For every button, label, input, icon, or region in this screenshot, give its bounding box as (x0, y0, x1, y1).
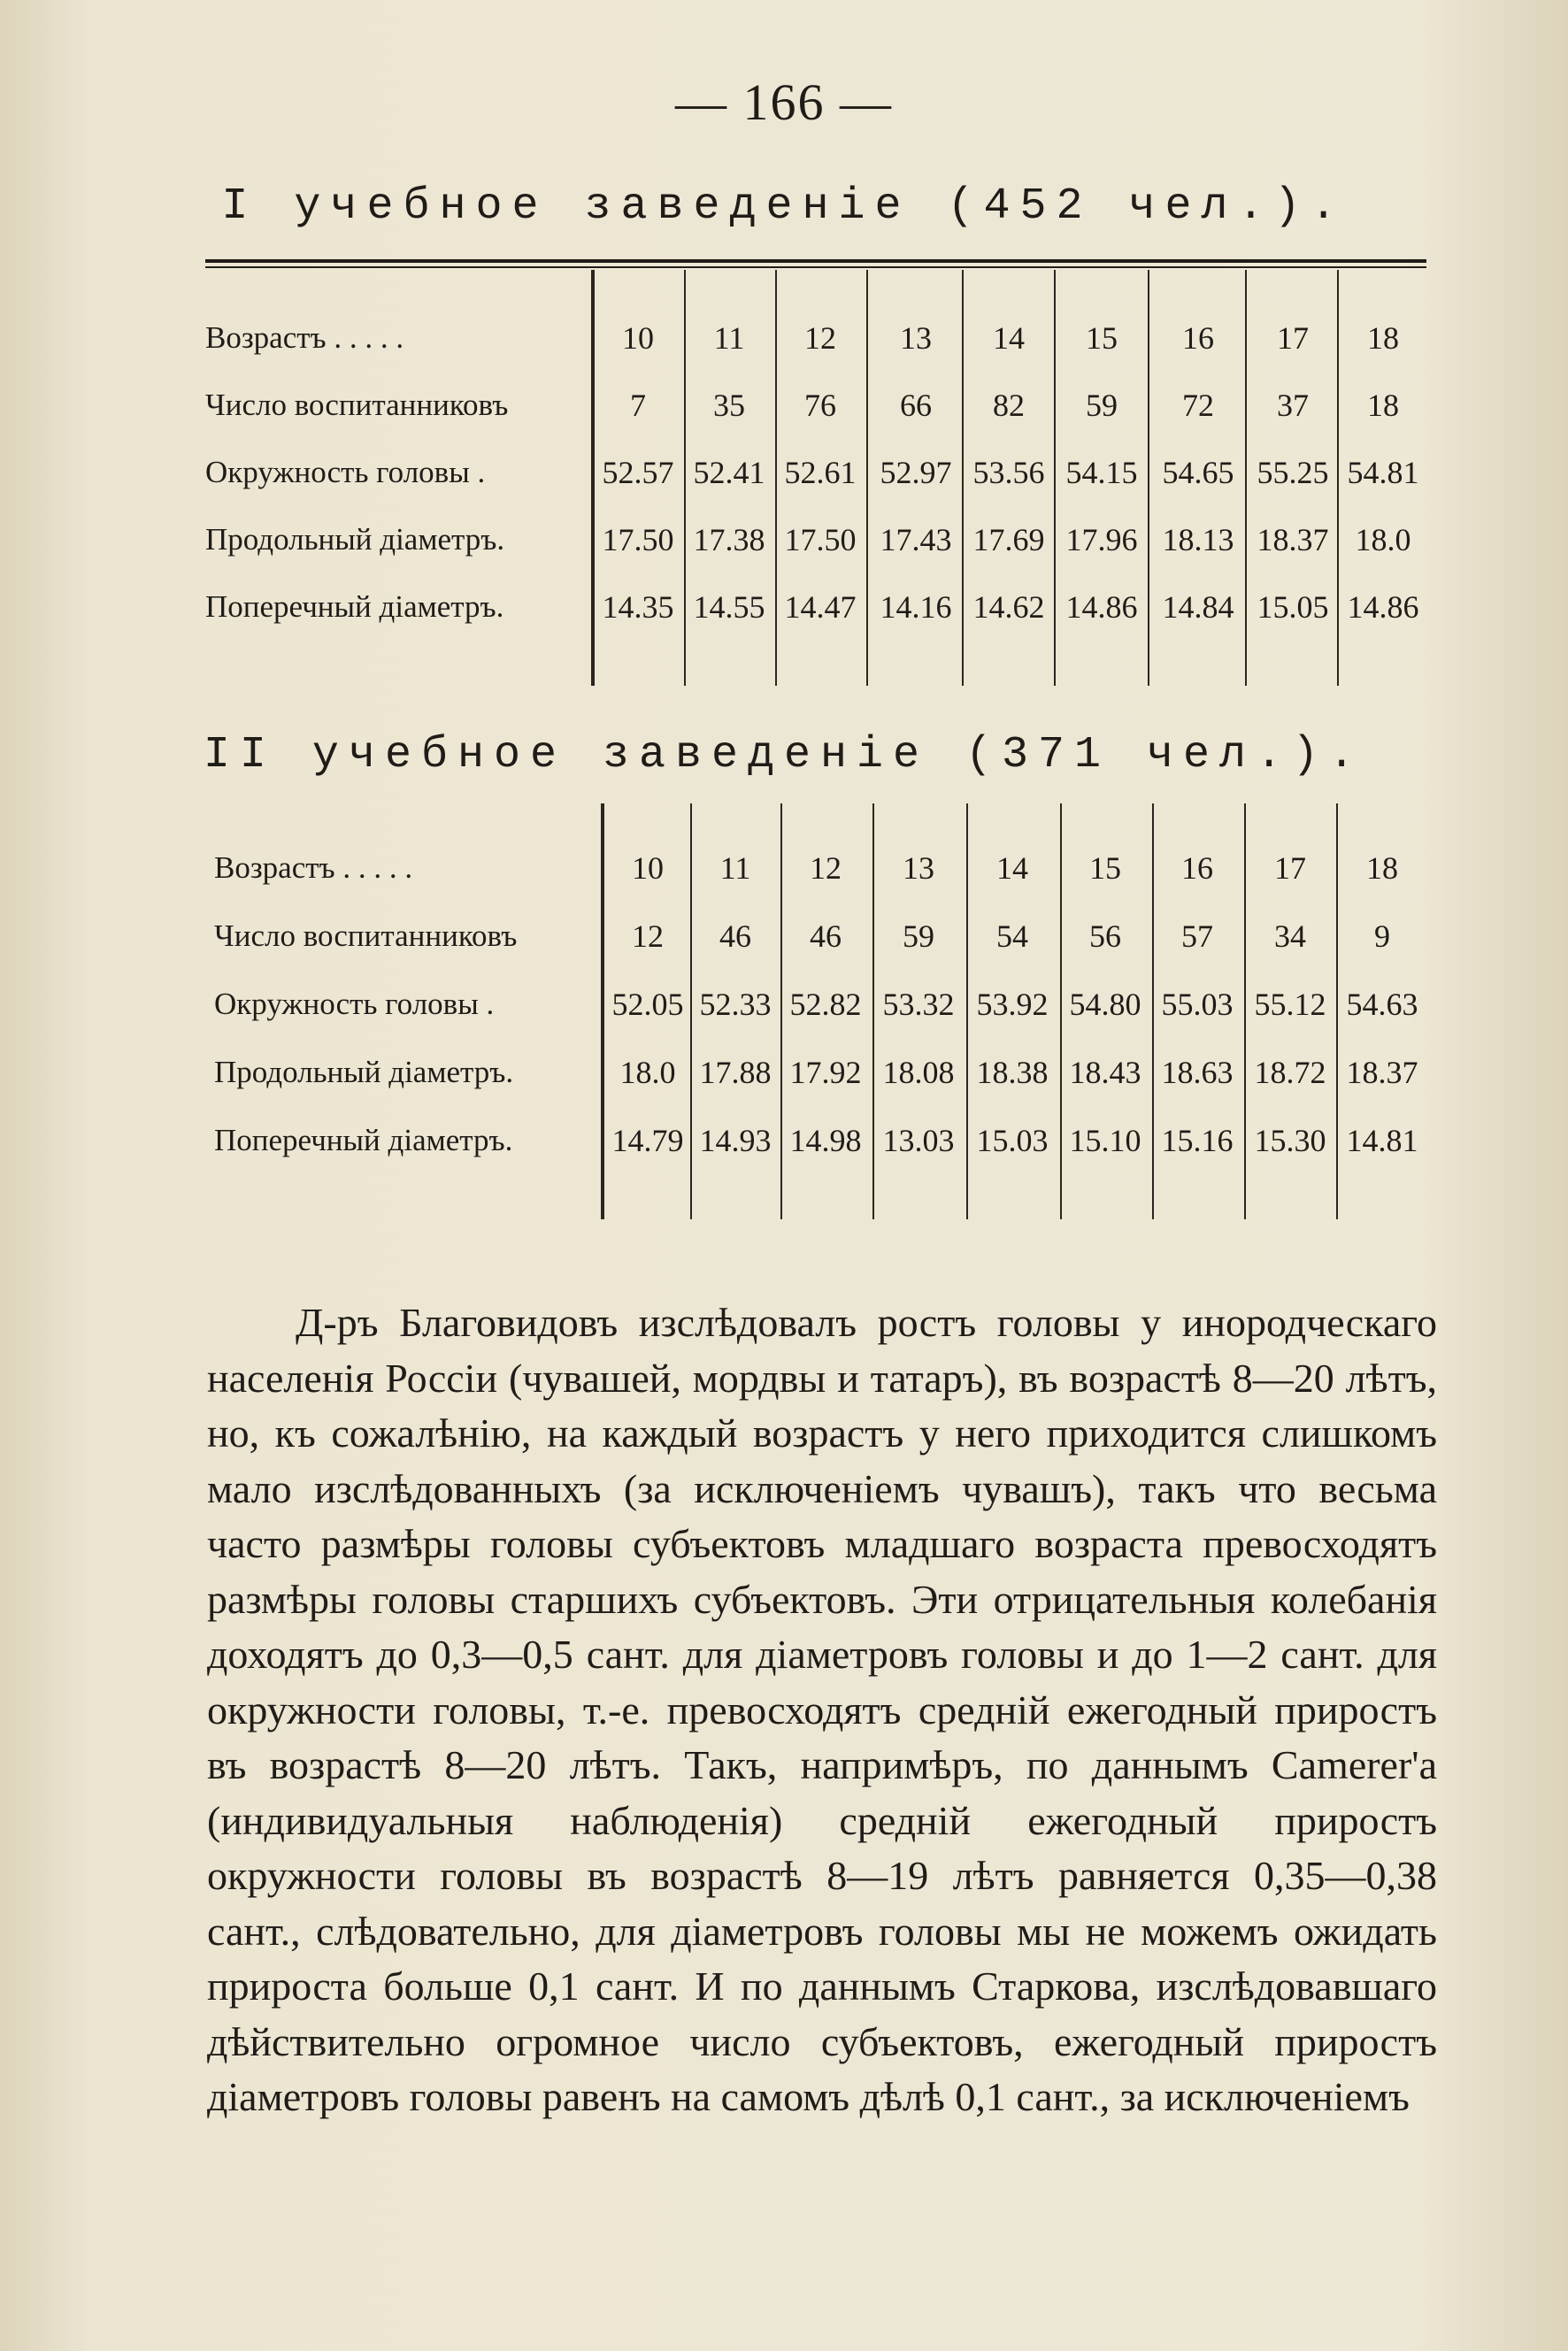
table-cell: 14.79 (611, 1123, 684, 1158)
table-cell: 59 (1086, 388, 1118, 423)
row-label: Возрастъ . . . . . (205, 320, 404, 355)
table-cell: 54.80 (1069, 987, 1141, 1022)
row-label: Продольный діаметръ. (214, 1055, 514, 1089)
table-cell: 14.81 (1346, 1123, 1418, 1158)
table-1 (205, 270, 1426, 686)
table-cell: 17.43 (880, 522, 952, 557)
table-cell: 14 (996, 850, 1028, 886)
table-cell: 18.0 (619, 1055, 676, 1090)
table-cell: 57 (1181, 918, 1213, 954)
table-cell: 66 (900, 388, 932, 423)
table-cell: 14.35 (602, 589, 674, 625)
table-cell: 46 (810, 918, 842, 954)
table-cell: 18.08 (882, 1055, 955, 1090)
table-row-longitudinal (205, 511, 1426, 569)
table-cell: 13 (903, 850, 934, 886)
table-cell: 14.16 (880, 589, 952, 625)
table-cell: 59 (903, 918, 934, 954)
column-divider (866, 270, 868, 686)
table-cell: 52.05 (611, 987, 684, 1022)
table-cell: 56 (1089, 918, 1121, 954)
table-cell: 54 (996, 918, 1028, 954)
table-cell: 18 (1366, 850, 1398, 886)
table-row-count (205, 907, 1426, 965)
table-cell: 12 (810, 850, 842, 886)
table-cell: 55.25 (1257, 455, 1329, 490)
column-divider (591, 270, 595, 686)
table-cell: 10 (632, 850, 664, 886)
table-cell: 52.57 (602, 455, 674, 490)
table-1-title: I учебное заведеніе (452 чел.). (221, 181, 1347, 232)
table-cell: 35 (713, 388, 745, 423)
table-cell: 11 (719, 850, 751, 886)
row-label: Возрастъ . . . . . (214, 850, 413, 885)
table-cell: 15.30 (1254, 1123, 1326, 1158)
table-cell: 52.82 (789, 987, 862, 1022)
table-row-age (205, 839, 1426, 897)
table-cell: 14.47 (784, 589, 857, 625)
column-divider (690, 803, 692, 1219)
table-cell: 14.84 (1162, 589, 1234, 625)
row-label: Число воспитанниковъ (205, 388, 509, 422)
table-row-transverse (205, 1111, 1426, 1170)
table-cell: 18.0 (1355, 522, 1411, 557)
table-row-transverse (205, 578, 1426, 636)
table-cell: 46 (719, 918, 751, 954)
table-cell: 52.33 (699, 987, 772, 1022)
table-cell: 54.65 (1162, 455, 1234, 490)
table-cell: 17.50 (602, 522, 674, 557)
table-cell: 14.55 (693, 589, 765, 625)
table-cell: 17 (1277, 320, 1309, 356)
page-number: — 166 — (675, 73, 893, 131)
column-divider (962, 270, 964, 686)
table-cell: 55.03 (1161, 987, 1234, 1022)
table-row-age (205, 309, 1426, 367)
table-cell: 17.92 (789, 1055, 862, 1090)
column-divider (775, 270, 777, 686)
column-divider (1244, 803, 1246, 1219)
table-cell: 12 (632, 918, 664, 954)
table-cell: 82 (993, 388, 1025, 423)
table-cell: 9 (1374, 918, 1390, 954)
table-cell: 52.61 (784, 455, 857, 490)
table-cell: 17.50 (784, 522, 857, 557)
body-paragraph: Д-ръ Благовидовъ изслѣдовалъ ростъ головы у инородческаго населенія Россіи (чувашей, мордвы и татаръ), въ возрастѣ 8—20 лѣтъ, но, къ сожалѣнію, на каждый возрастъ у него приходится слишкомъ мало изслѣдованныхъ (за исключеніемъ чувашъ), такъ что весьма часто размѣры головы субъектовъ младшаго возраста превосходятъ размѣры головы старшихъ субъектовъ. Эти отрицательныя колебанія доходятъ до 0,3—0,5 сант. для діаметровъ головы и до 1—2 сант. для окружности головы, т.-е. превосходятъ средній ежегодный приростъ въ возрастѣ 8—20 лѣтъ. Такъ, напримѣръ, по даннымъ Camerer'а (индивидуальныя наблюденія) средній ежегодный приростъ окружности головы въ возрастѣ 8—19 лѣтъ равняется 0,35—0,38 сант., слѣдовательно, для діаметровъ головы мы не можемъ ожидать прироста больше 0,1 сант. И по даннымъ Старкова, изслѣдовавшаго дѣйствительно огромное число субъектовъ, ежегодный приростъ діаметровъ головы равенъ на самомъ дѣлѣ 0,1 сант., за исключеніемъ (207, 1300, 1437, 2119)
table-cell: 18.63 (1161, 1055, 1234, 1090)
table-cell: 55.12 (1254, 987, 1326, 1022)
table-cell: 37 (1277, 388, 1309, 423)
table-cell: 14.98 (789, 1123, 862, 1158)
table-cell: 15.03 (976, 1123, 1049, 1158)
column-divider (780, 803, 782, 1219)
table-cell: 15.16 (1161, 1123, 1234, 1158)
table-cell: 14 (993, 320, 1025, 356)
row-label: Поперечный діаметръ. (205, 589, 504, 624)
table-cell: 34 (1274, 918, 1306, 954)
table-cell: 53.56 (972, 455, 1045, 490)
table-cell: 18.38 (976, 1055, 1049, 1090)
table-row-longitudinal (205, 1043, 1426, 1102)
table-cell: 53.32 (882, 987, 955, 1022)
column-divider (684, 270, 686, 686)
table-cell: 18.37 (1257, 522, 1329, 557)
table-row-count (205, 376, 1426, 434)
table-cell: 17.69 (972, 522, 1045, 557)
column-divider (1148, 270, 1149, 686)
table-2-title: II учебное заведеніе (371 чел.). (203, 730, 1365, 780)
column-divider (1245, 270, 1247, 686)
table-cell: 18.37 (1346, 1055, 1418, 1090)
column-divider (966, 803, 968, 1219)
table-cell: 13.03 (882, 1123, 955, 1158)
table-cell: 15.10 (1069, 1123, 1141, 1158)
table-cell: 15 (1089, 850, 1121, 886)
column-divider (1336, 803, 1338, 1219)
table-1-top-rule (205, 259, 1426, 263)
table-cell: 18.72 (1254, 1055, 1326, 1090)
table-cell: 11 (713, 320, 745, 356)
table-cell: 16 (1181, 850, 1213, 886)
table-cell: 14.86 (1065, 589, 1138, 625)
table-cell: 17.96 (1065, 522, 1138, 557)
table-cell: 15.05 (1257, 589, 1329, 625)
table-cell: 16 (1182, 320, 1214, 356)
table-cell: 15 (1086, 320, 1118, 356)
table-cell: 17.88 (699, 1055, 772, 1090)
table-cell: 7 (630, 388, 646, 423)
row-label: Окружность головы . (214, 987, 495, 1021)
column-divider (872, 803, 874, 1219)
column-divider (1152, 803, 1154, 1219)
table-cell: 18.13 (1162, 522, 1234, 557)
table-cell: 12 (804, 320, 836, 356)
table-cell: 52.41 (693, 455, 765, 490)
row-label: Окружность головы . (205, 455, 486, 489)
table-row-circumference (205, 443, 1426, 502)
table-1-top-rule-thin (205, 266, 1426, 268)
column-divider (1060, 803, 1062, 1219)
table-cell: 13 (900, 320, 932, 356)
table-cell: 53.92 (976, 987, 1049, 1022)
table-cell: 54.15 (1065, 455, 1138, 490)
table-cell: 72 (1182, 388, 1214, 423)
table-cell: 18 (1367, 320, 1399, 356)
table-cell: 52.97 (880, 455, 952, 490)
table-cell: 54.63 (1346, 987, 1418, 1022)
table-cell: 18.43 (1069, 1055, 1141, 1090)
table-cell: 14.93 (699, 1123, 772, 1158)
table-cell: 14.86 (1347, 589, 1419, 625)
table-cell: 17.38 (693, 522, 765, 557)
row-label: Поперечный діаметръ. (214, 1123, 513, 1157)
row-label: Продольный діаметръ. (205, 522, 505, 557)
table-row-circumference (205, 975, 1426, 1033)
column-divider (1054, 270, 1056, 686)
table-cell: 18 (1367, 388, 1399, 423)
table-cell: 54.81 (1347, 455, 1419, 490)
table-cell: 76 (804, 388, 836, 423)
table-cell: 14.62 (972, 589, 1045, 625)
row-label: Число воспитанниковъ (214, 918, 518, 953)
table-2 (205, 803, 1426, 1219)
column-divider (1337, 270, 1339, 686)
table-cell: 17 (1274, 850, 1306, 886)
column-divider (601, 803, 604, 1219)
table-cell: 10 (622, 320, 654, 356)
